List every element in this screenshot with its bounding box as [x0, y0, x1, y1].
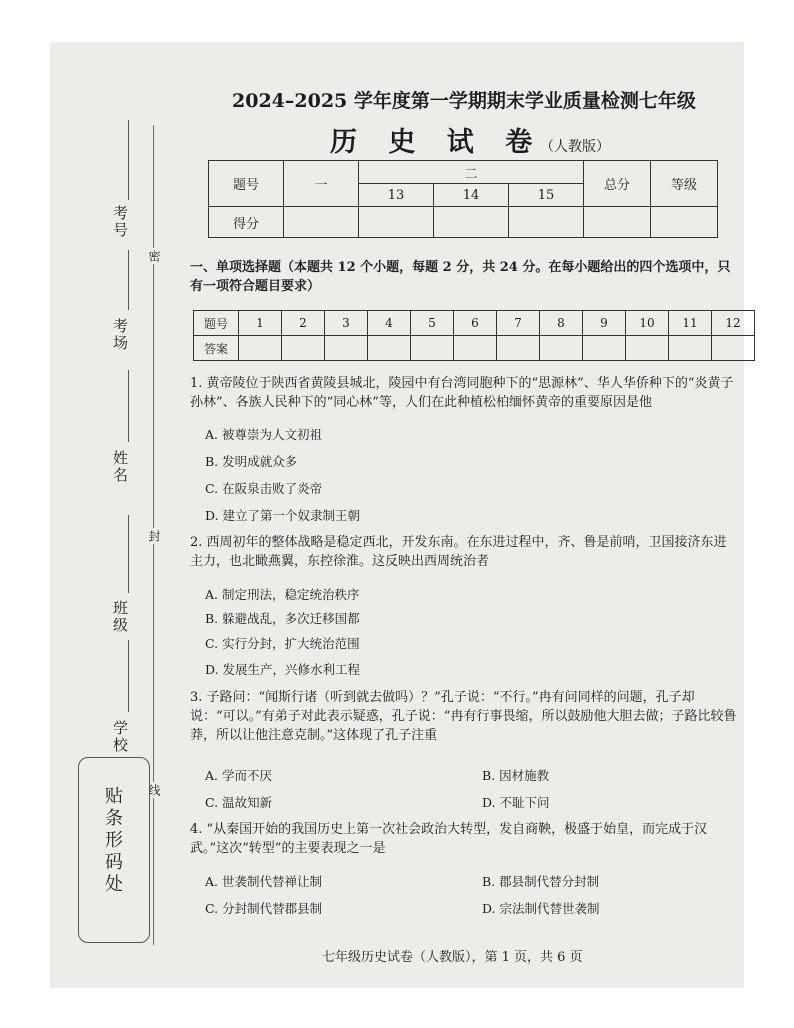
score-dengji: 等级 [651, 161, 718, 207]
answer-num: 8 [540, 311, 583, 336]
section-heading: 一、单项选择题（本题共 12 个小题，每题 2 分，共 24 分。在每小题给出的四个选项中，只有一项符合题目要求） [190, 260, 731, 294]
label-xingming: 姓名 [111, 450, 129, 484]
answer-num: 3 [325, 311, 368, 336]
answer-table [193, 310, 755, 361]
answer-cell[interactable] [325, 336, 368, 361]
answer-cell[interactable] [540, 336, 583, 361]
q2-option-d: D. 发展生产，兴修水利工程 [205, 662, 361, 677]
score-cell[interactable] [359, 207, 434, 238]
xuexiao-field[interactable] [128, 640, 129, 712]
q3-option-b: B. 因材施教 [482, 768, 550, 783]
score-zongfen: 总分 [584, 161, 651, 207]
score-cell[interactable] [651, 207, 718, 238]
answer-num: 2 [282, 311, 325, 336]
score-defen: 得分 [209, 207, 284, 238]
question-1-stem: 1. 黄帝陵位于陕西省黄陵县城北，陵园中有台湾同胞种下的“思源林”、华人华侨种下的“炎黄子孙林”、各族人民种下的“同心林”等，人们在此种植松柏缅怀黄帝的重要原因是他 [190, 376, 734, 410]
page-footer: 七年级历史试卷（人教版），第 1 页，共 6 页 [322, 950, 583, 965]
q3-option-c: C. 温故知新 [205, 795, 273, 810]
answer-num: 1 [239, 311, 282, 336]
answer-cell[interactable] [583, 336, 626, 361]
score-15: 15 [509, 184, 584, 207]
answer-cell[interactable] [497, 336, 540, 361]
score-cell[interactable] [509, 207, 584, 238]
answer-num: 5 [411, 311, 454, 336]
edition-label: （人教版） [540, 139, 610, 155]
answer-daan: 答案 [194, 336, 239, 361]
answer-num: 4 [368, 311, 411, 336]
barcode-label: 贴条形码处 [102, 786, 123, 896]
answer-cell[interactable] [239, 336, 282, 361]
score-cell[interactable] [584, 207, 651, 238]
score-er: 二 [359, 161, 584, 184]
answer-tihao: 题号 [194, 311, 239, 336]
seal-mi: 密 [147, 250, 161, 262]
answer-num: 6 [454, 311, 497, 336]
question-4-stem: 4. “从秦国开始的我国历史上第一次社会政治大转型，发自商鞅，极盛于始皇，而完成于汉武。”这次“转型”的主要表现之一是 [190, 822, 708, 856]
answer-cell[interactable] [368, 336, 411, 361]
score-cell[interactable] [284, 207, 359, 238]
label-kaohao: 考号 [111, 205, 129, 239]
exam-title: 2024–2025 学年度第一学期期末学业质量检测七年级 [232, 90, 696, 112]
answer-num: 10 [626, 311, 669, 336]
score-tihao: 题号 [209, 161, 284, 207]
seal-xian: 线 [147, 784, 161, 796]
q2-option-c: C. 实行分封，扩大统治范围 [205, 636, 360, 651]
answer-cell[interactable] [454, 336, 497, 361]
q2-option-a: A. 制定刑法，稳定统治秩序 [205, 587, 360, 602]
answer-cell[interactable] [712, 336, 755, 361]
q1-option-a: A. 被尊崇为人文初祖 [205, 427, 322, 442]
q1-option-b: B. 发明成就众多 [205, 454, 298, 469]
label-kaochang: 考场 [111, 318, 129, 352]
xingming-field[interactable] [128, 370, 129, 442]
q4-option-b: B. 郡县制代替分封制 [482, 874, 600, 889]
score-13: 13 [359, 184, 434, 207]
question-3-stem: 3. 子路问：“闻斯行诸（听到就去做吗）？”孔子说：“不行。”冉有问同样的问题，孔子却说：“可以。”有弟子对此表示疑惑，孔子说：“冉有行事畏缩，所以鼓励他大胆去做；子路比较鲁莽，所以让他注意克制。”这体现了孔子注重 [190, 690, 737, 743]
answer-cell[interactable] [282, 336, 325, 361]
answer-num: 9 [583, 311, 626, 336]
score-yi: 一 [284, 161, 359, 207]
question-2-stem: 2. 西周初年的整体战略是稳定西北，开发东南。在东进过程中，齐、鲁是前哨，卫国接济东进主力，也北瞰燕翼，东控徐淮。这反映出西周统治者 [190, 535, 727, 569]
label-banji: 班级 [111, 600, 129, 634]
q3-option-a: A. 学而不厌 [205, 768, 272, 783]
barcode-box [78, 757, 150, 943]
kaochang-field[interactable] [128, 250, 129, 310]
answer-cell[interactable] [669, 336, 712, 361]
label-xuexiao: 学校 [111, 720, 129, 754]
answer-num: 11 [669, 311, 712, 336]
q2-option-b: B. 躲避战乱，多次迁移国都 [205, 611, 360, 626]
score-cell[interactable] [434, 207, 509, 238]
q4-option-c: C. 分封制代替郡县制 [205, 901, 323, 916]
answer-num: 12 [712, 311, 755, 336]
score-14: 14 [434, 184, 509, 207]
seal-feng: 封 [147, 530, 161, 542]
q3-option-d: D. 不耻下问 [482, 795, 550, 810]
answer-cell[interactable] [626, 336, 669, 361]
answer-cell[interactable] [411, 336, 454, 361]
q4-option-d: D. 宗法制代替世袭制 [482, 901, 600, 916]
banji-field[interactable] [128, 515, 129, 593]
q1-option-c: C. 在阪泉击败了炎帝 [205, 481, 323, 496]
subject-title: 历 史 试 卷 [330, 127, 544, 158]
q4-option-a: A. 世袭制代替禅让制 [205, 874, 322, 889]
answer-num: 7 [497, 311, 540, 336]
kaohao-field[interactable] [128, 120, 129, 200]
q1-option-d: D. 建立了第一个奴隶制王朝 [205, 508, 361, 523]
score-table [208, 160, 718, 238]
